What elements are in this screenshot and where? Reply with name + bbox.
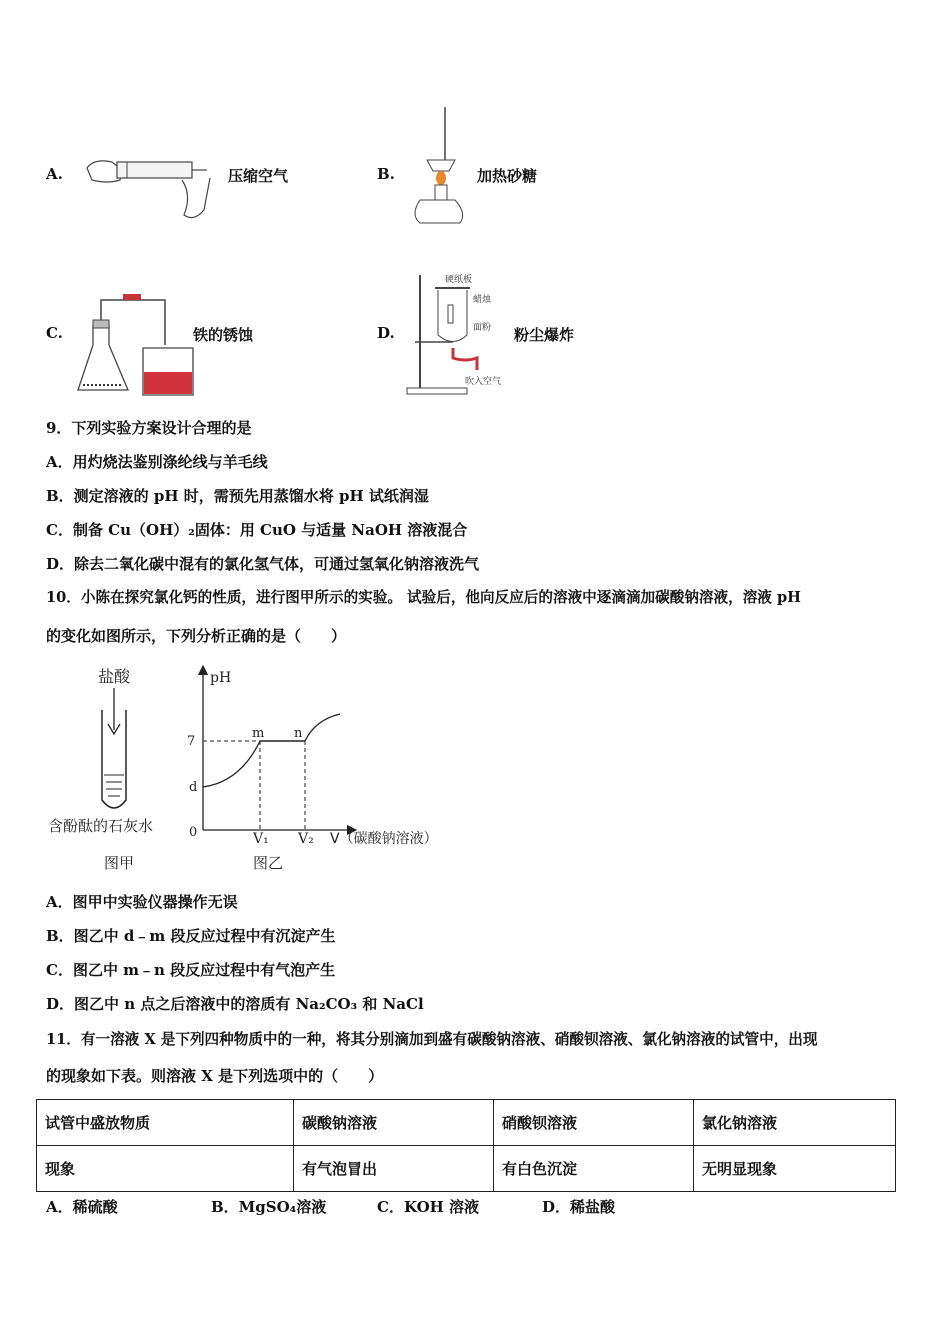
q10-option-b: B．图乙中 d﹣m 段反应过程中有沉淀产生 — [46, 927, 336, 945]
figure-b-caption: 图乙 — [253, 854, 284, 872]
q8-option-d-text: 粉尘爆炸 — [514, 326, 575, 344]
q11-table — [36, 1099, 896, 1192]
q8-option-c-letter: C. — [46, 324, 63, 342]
syringe-figure — [82, 140, 217, 225]
acid-label: 盐酸 — [98, 667, 131, 686]
q8-option-b-text: 加热砂糖 — [477, 167, 538, 185]
solution-label: 含酚酞的石灰水 — [48, 817, 154, 835]
q11-option-a: A．稀硫酸 — [46, 1198, 118, 1216]
q8-option-d-letter: D. — [377, 324, 395, 342]
table-cell: 碳酸钠溶液 — [294, 1100, 494, 1146]
q11-option-d: D．稀盐酸 — [542, 1198, 616, 1216]
q11-option-b: B．MgSO₄溶液 — [211, 1198, 327, 1216]
q10-stem-line2: 的变化如图所示，下列分析正确的是（ ） — [46, 627, 347, 645]
figure-a-test-tube — [40, 660, 180, 880]
q8-option-c-text: 铁的锈蚀 — [193, 326, 254, 344]
q11-option-c: C．KOH 溶液 — [377, 1198, 480, 1216]
curve-d-m — [203, 741, 260, 787]
table-row — [37, 1146, 896, 1192]
x-axis-label: V（碳酸钠溶液） — [330, 831, 438, 847]
d-candle-label: 蜡烛 — [473, 295, 492, 305]
point-d-label: d — [189, 780, 198, 795]
table-cell: 有气泡冒出 — [294, 1146, 494, 1192]
tick-v2: V₂ — [298, 831, 314, 847]
q11-stem-line1: 11．有一溶液 X 是下列四种物质中的一种，将其分别滴加到盛有碳酸钠溶液、硝酸钡溶液、氯化钠溶液的试管中，出现 — [46, 1031, 818, 1048]
origin-label: 0 — [189, 825, 198, 840]
y-axis-label: pH — [210, 670, 232, 686]
figure-b-ph-chart — [180, 660, 470, 880]
q10-option-c: C．图乙中 m﹣n 段反应过程中有气泡产生 — [46, 961, 336, 979]
table-cell: 现象 — [37, 1146, 294, 1192]
d-flour-label: 面粉 — [473, 323, 492, 333]
dust-explosion-figure — [405, 270, 515, 398]
table-row — [37, 1100, 896, 1146]
point-m-label: m — [252, 726, 265, 741]
table-cell: 有白色沉淀 — [494, 1146, 694, 1192]
point-n-label: n — [294, 726, 303, 741]
q9-option-d: D．除去二氧化碳中混有的氯化氢气体，可通过氢氧化钠溶液洗气 — [46, 555, 480, 573]
q9-option-a: A．用灼烧法鉴别涤纶线与羊毛线 — [46, 453, 268, 471]
table-cell: 无明显现象 — [694, 1146, 896, 1192]
q11-stem-line2: 的现象如下表。则溶液 X 是下列选项中的（ ） — [46, 1067, 384, 1085]
table-cell: 试管中盛放物质 — [37, 1100, 294, 1146]
alcohol-lamp-figure — [405, 105, 465, 230]
q8-option-b-letter: B. — [377, 165, 395, 183]
q9-option-b: B．测定溶液的 pH 时，需预先用蒸馏水将 pH 试纸润湿 — [46, 487, 429, 505]
table-cell: 氯化钠溶液 — [694, 1100, 896, 1146]
q10-option-a: A．图甲中实验仪器操作无误 — [46, 893, 238, 911]
table-cell: 硝酸钡溶液 — [494, 1100, 694, 1146]
tick-7: 7 — [187, 734, 196, 749]
figure-a-caption: 图甲 — [104, 854, 135, 872]
curve-after-n — [305, 714, 340, 741]
q9-stem: 9．下列实验方案设计合理的是 — [46, 419, 252, 437]
d-air-label: 吹入空气 — [465, 377, 502, 387]
q9-option-c: C．制备 Cu（OH）₂固体：用 CuO 与适量 NaOH 溶液混合 — [46, 521, 468, 539]
tick-v1: V₁ — [253, 831, 269, 847]
q8-option-a-text: 压缩空气 — [228, 167, 289, 185]
iron-rust-figure — [73, 290, 198, 400]
q8-option-a-letter: A. — [46, 165, 63, 183]
q10-stem-line1: 10．小陈在探究氯化钙的性质，进行图甲所示的实验。 试验后，他向反应后的溶液中逐滴滴加碳酸钠溶液，溶液 pH — [46, 589, 801, 606]
d-board-label: 硬纸板 — [445, 275, 473, 285]
q10-option-d: D．图乙中 n 点之后溶液中的溶质有 Na₂CO₃ 和 NaCl — [46, 995, 424, 1013]
